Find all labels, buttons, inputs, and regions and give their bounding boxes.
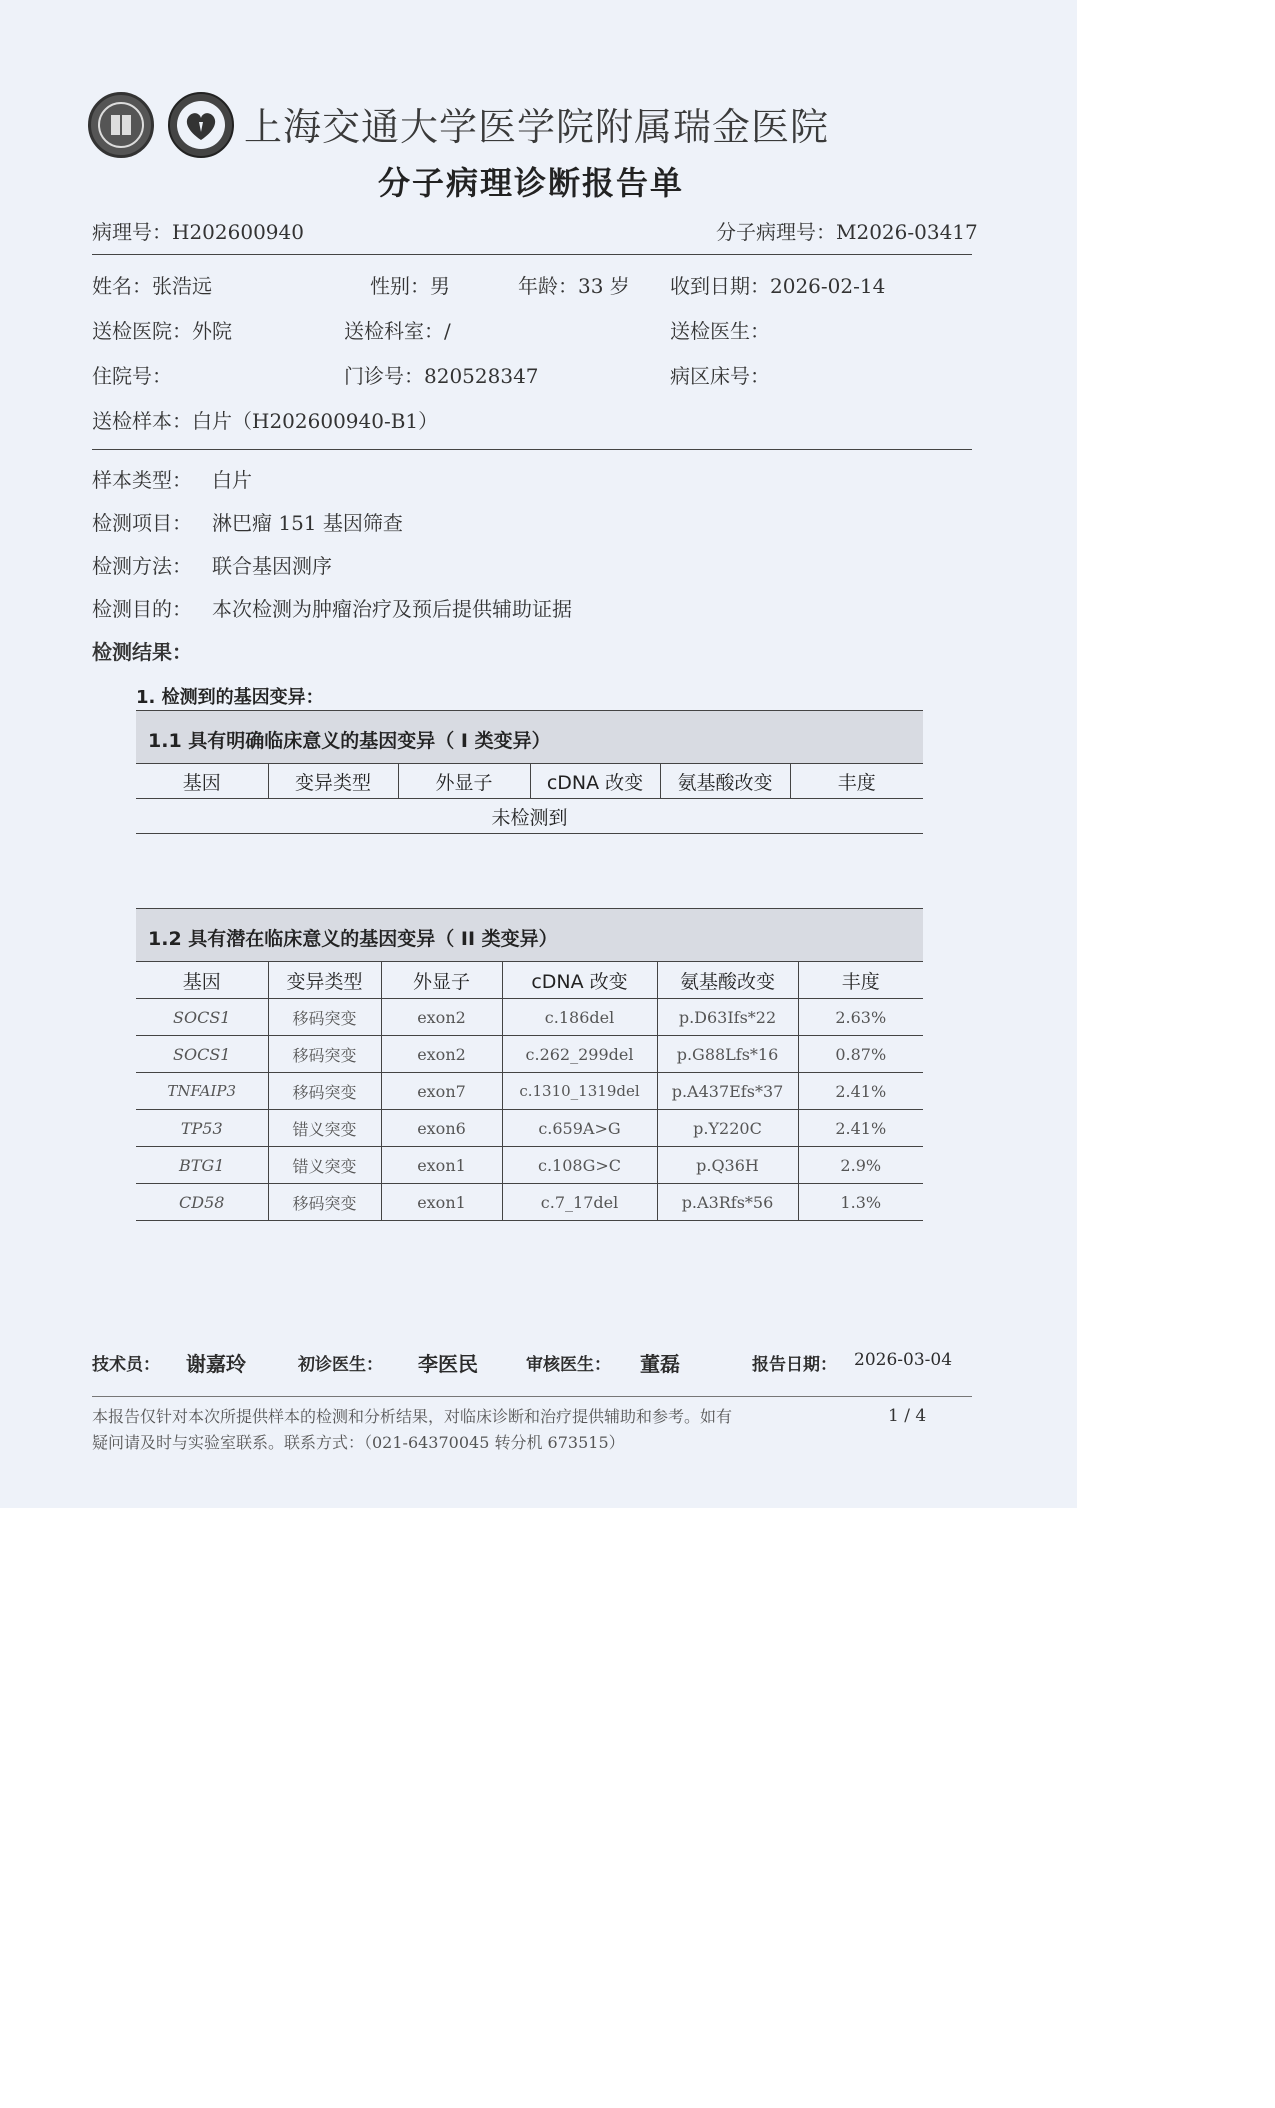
test-purpose-label: 检测目的： xyxy=(92,597,192,621)
col-cdna: cDNA 改变 xyxy=(502,962,657,999)
class1-title: 1.1 具有明确临床意义的基因变异（ I 类变异） xyxy=(148,730,551,752)
exon-cell: exon2 xyxy=(381,999,502,1036)
variant-type-cell: 错义突变 xyxy=(268,1147,381,1184)
col-variant-type: 变异类型 xyxy=(268,764,398,799)
pathology-number: 病理号：H202600940 xyxy=(92,220,304,244)
variant-type-cell: 移码突变 xyxy=(268,1184,381,1221)
test-project-value: 淋巴瘤 151 基因筛查 xyxy=(212,511,403,535)
abundance-cell: 2.41% xyxy=(798,1110,923,1147)
col-amino-acid: 氨基酸改变 xyxy=(660,764,790,799)
gene-cell: TP53 xyxy=(136,1110,268,1147)
abundance-cell: 0.87% xyxy=(798,1036,923,1073)
test-method-value: 联合基因测序 xyxy=(212,554,332,578)
class1-section-header xyxy=(136,710,923,764)
cdna-cell: c.186del xyxy=(502,999,657,1036)
test-purpose-value: 本次检测为肿瘤治疗及预后提供辅助证据 xyxy=(212,597,572,621)
class2-section-header xyxy=(136,908,923,962)
submitting-hospital: 送检医院：外院 xyxy=(92,319,232,343)
hospital-name: 上海交通大学医学院附属瑞金医院 xyxy=(244,105,830,149)
abundance-cell: 2.9% xyxy=(798,1147,923,1184)
patient-name: 姓名：张浩远 xyxy=(92,274,212,298)
class2-variant-table xyxy=(136,962,923,1221)
gene-cell: SOCS1 xyxy=(136,1036,268,1073)
class2-title: 1.2 具有潜在临床意义的基因变异（ II 类变异） xyxy=(148,928,558,950)
table-row xyxy=(136,1147,923,1184)
hospital-heart-logo xyxy=(168,92,234,158)
col-abundance: 丰度 xyxy=(790,764,923,799)
ward-bed-number: 病区床号： xyxy=(670,364,770,388)
page-number: 1 / 4 xyxy=(888,1406,927,1426)
header-divider xyxy=(92,254,972,255)
exon-cell: exon6 xyxy=(381,1110,502,1147)
cdna-cell: c.108G>C xyxy=(502,1147,657,1184)
gene-cell: TNFAIP3 xyxy=(136,1073,268,1110)
variant-type-cell: 移码突变 xyxy=(268,1073,381,1110)
amino-acid-cell: p.A3Rfs*56 xyxy=(657,1184,798,1221)
exon-cell: exon2 xyxy=(381,1036,502,1073)
abundance-cell: 2.41% xyxy=(798,1073,923,1110)
submitting-doctor: 送检医生： xyxy=(670,319,770,343)
not-detected-text: 未检测到 xyxy=(136,799,923,834)
university-seal-logo xyxy=(88,92,154,158)
initial-doctor-label: 初诊医生： xyxy=(298,1355,383,1375)
test-method-label: 检测方法： xyxy=(92,554,192,578)
heart-icon xyxy=(170,94,232,156)
variant-type-cell: 移码突变 xyxy=(268,1036,381,1073)
table-row xyxy=(136,999,923,1036)
patient-divider xyxy=(92,449,972,450)
abundance-cell: 2.63% xyxy=(798,999,923,1036)
footer-divider xyxy=(92,1396,972,1397)
initial-doctor-name: 李医民 xyxy=(418,1352,478,1376)
table-row xyxy=(136,1110,923,1147)
reviewer-name: 董磊 xyxy=(640,1352,680,1376)
cdna-cell: c.7_17del xyxy=(502,1184,657,1221)
amino-acid-cell: p.Q36H xyxy=(657,1147,798,1184)
col-amino-acid: 氨基酸改变 xyxy=(657,962,798,999)
variant-type-cell: 错义突变 xyxy=(268,1110,381,1147)
col-variant-type: 变异类型 xyxy=(268,962,381,999)
amino-acid-cell: p.A437Efs*37 xyxy=(657,1073,798,1110)
submitted-sample: 送检样本：白片（H202600940-B1） xyxy=(92,409,439,433)
results-label: 检测结果： xyxy=(92,640,192,664)
table-row xyxy=(136,799,923,834)
patient-sex: 性别：男 xyxy=(370,274,450,298)
col-gene: 基因 xyxy=(136,764,268,799)
exon-cell: exon7 xyxy=(381,1073,502,1110)
col-gene: 基因 xyxy=(136,962,268,999)
variant-type-cell: 移码突变 xyxy=(268,999,381,1036)
technician-label: 技术员： xyxy=(92,1355,160,1375)
disclaimer-line-1: 本报告仅针对本次所提供样本的检测和分析结果，对临床诊断和治疗提供辅助和参考。如有 xyxy=(92,1407,733,1426)
reviewer-label: 审核医生： xyxy=(526,1355,611,1375)
col-abundance: 丰度 xyxy=(798,962,923,999)
submitting-department: 送检科室：/ xyxy=(344,319,451,343)
report-title: 分子病理诊断报告单 xyxy=(378,164,685,202)
report-date-label: 报告日期： xyxy=(752,1355,837,1375)
report-date-value: 2026-03-04 xyxy=(854,1350,953,1370)
col-cdna: cDNA 改变 xyxy=(530,764,660,799)
gene-cell: CD58 xyxy=(136,1184,268,1221)
molecular-pathology-number: 分子病理号：M2026-03417 xyxy=(716,220,978,244)
seal-icon xyxy=(91,95,151,155)
sample-type-value: 白片 xyxy=(212,468,252,492)
amino-acid-cell: p.Y220C xyxy=(657,1110,798,1147)
abundance-cell: 1.3% xyxy=(798,1184,923,1221)
technician-name: 谢嘉玲 xyxy=(186,1352,246,1376)
table-header-row xyxy=(136,962,923,999)
gene-cell: BTG1 xyxy=(136,1147,268,1184)
col-exon: 外显子 xyxy=(381,962,502,999)
amino-acid-cell: p.G88Lfs*16 xyxy=(657,1036,798,1073)
exon-cell: exon1 xyxy=(381,1184,502,1221)
table-row xyxy=(136,1184,923,1221)
cdna-cell: c.1310_1319del xyxy=(502,1073,657,1110)
patient-age: 年龄：33 岁 xyxy=(518,274,630,298)
results-section-title: 1. 检测到的基因变异： xyxy=(136,687,324,708)
gene-cell: SOCS1 xyxy=(136,999,268,1036)
table-row xyxy=(136,1036,923,1073)
admission-number: 住院号： xyxy=(92,364,172,388)
test-project-label: 检测项目： xyxy=(92,511,192,535)
exon-cell: exon1 xyxy=(381,1147,502,1184)
col-exon: 外显子 xyxy=(398,764,530,799)
outpatient-number: 门诊号：820528347 xyxy=(344,364,539,388)
cdna-cell: c.659A>G xyxy=(502,1110,657,1147)
table-header-row xyxy=(136,764,923,799)
class1-variant-table xyxy=(136,764,923,834)
cdna-cell: c.262_299del xyxy=(502,1036,657,1073)
sample-type-label: 样本类型： xyxy=(92,468,192,492)
amino-acid-cell: p.D63Ifs*22 xyxy=(657,999,798,1036)
table-row xyxy=(136,1073,923,1110)
received-date: 收到日期：2026-02-14 xyxy=(670,274,886,298)
disclaimer-line-2: 疑问请及时与实验室联系。联系方式：（021-64370045 转分机 673515） xyxy=(92,1433,625,1452)
